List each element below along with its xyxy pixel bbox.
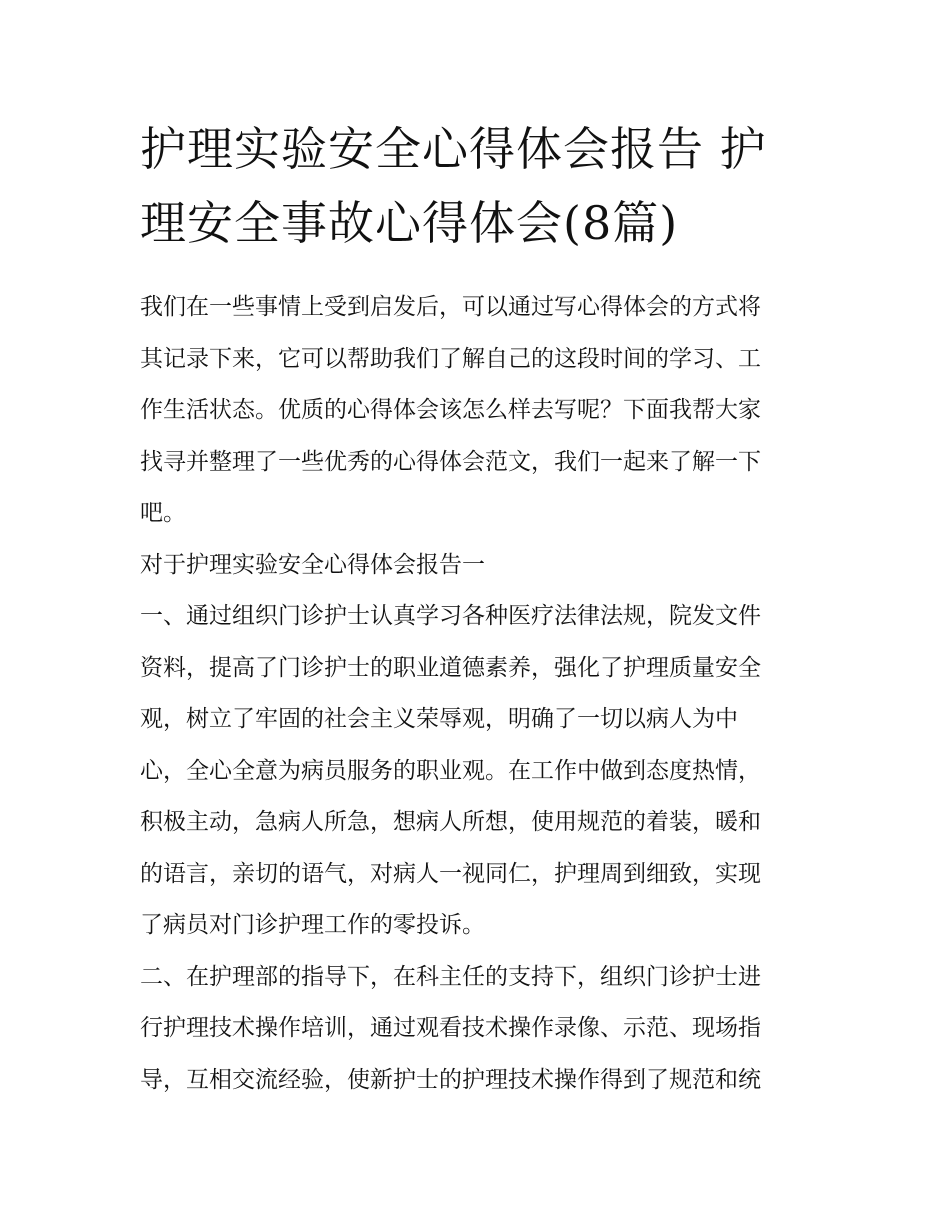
text-line: 积极主动，急病人所急，想病人所想，使用规范的着装，暖和 <box>140 809 761 835</box>
text-line: 吧。 <box>140 500 186 526</box>
document-page <box>140 112 812 1106</box>
text-line: 作生活状态。优质的心得体会该怎么样去写呢？下面我帮大家 <box>140 397 761 423</box>
text-line: 二、在护理部的指导下，在科主任的支持下，组织门诊护士进 <box>140 963 761 990</box>
text-line: 我们在一些事情上受到启发后，可以通过写心得体会的方式将 <box>140 294 761 320</box>
text-line: 了病员对门诊护理工作的零投诉。 <box>140 912 485 938</box>
text-line: 找寻并整理了一些优秀的心得体会范文，我们一起来了解一下 <box>140 448 761 475</box>
text-line: 其记录下来，它可以帮助我们了解自己的这段时间的学习、工 <box>140 345 761 372</box>
text-line: 对于护理实验安全心得体会报告一 <box>140 551 485 578</box>
title-line: 理安全事故心得体会(8篇) <box>140 196 679 250</box>
section-paragraph-1 <box>140 591 812 952</box>
section-heading <box>140 540 812 592</box>
intro-paragraph <box>140 282 812 540</box>
text-line: 一、通过组织门诊护士认真学习各种医疗法律法规，院发文件 <box>140 603 761 629</box>
title-line: 护理实验安全心得体会报告 护 <box>140 122 767 176</box>
text-line: 资料，提高了门诊护士的职业道德素养，强化了护理质量安全 <box>140 654 761 681</box>
section-paragraph-2 <box>140 952 812 1107</box>
text-line: 观，树立了牢固的社会主义荣辱观，明确了一切以病人为中 <box>140 706 738 732</box>
text-line: 心，全心全意为病员服务的职业观。在工作中做到态度热情， <box>140 757 761 784</box>
text-line: 行护理技术操作培训，通过观看技术操作录像、示范、现场指 <box>140 1015 761 1041</box>
text-line: 的语言，亲切的语气，对病人一视同仁，护理周到细致，实现 <box>140 860 761 887</box>
document-title <box>140 112 812 260</box>
text-line: 导，互相交流经验，使新护士的护理技术操作得到了规范和统 <box>140 1066 761 1093</box>
document-body <box>140 282 812 1106</box>
